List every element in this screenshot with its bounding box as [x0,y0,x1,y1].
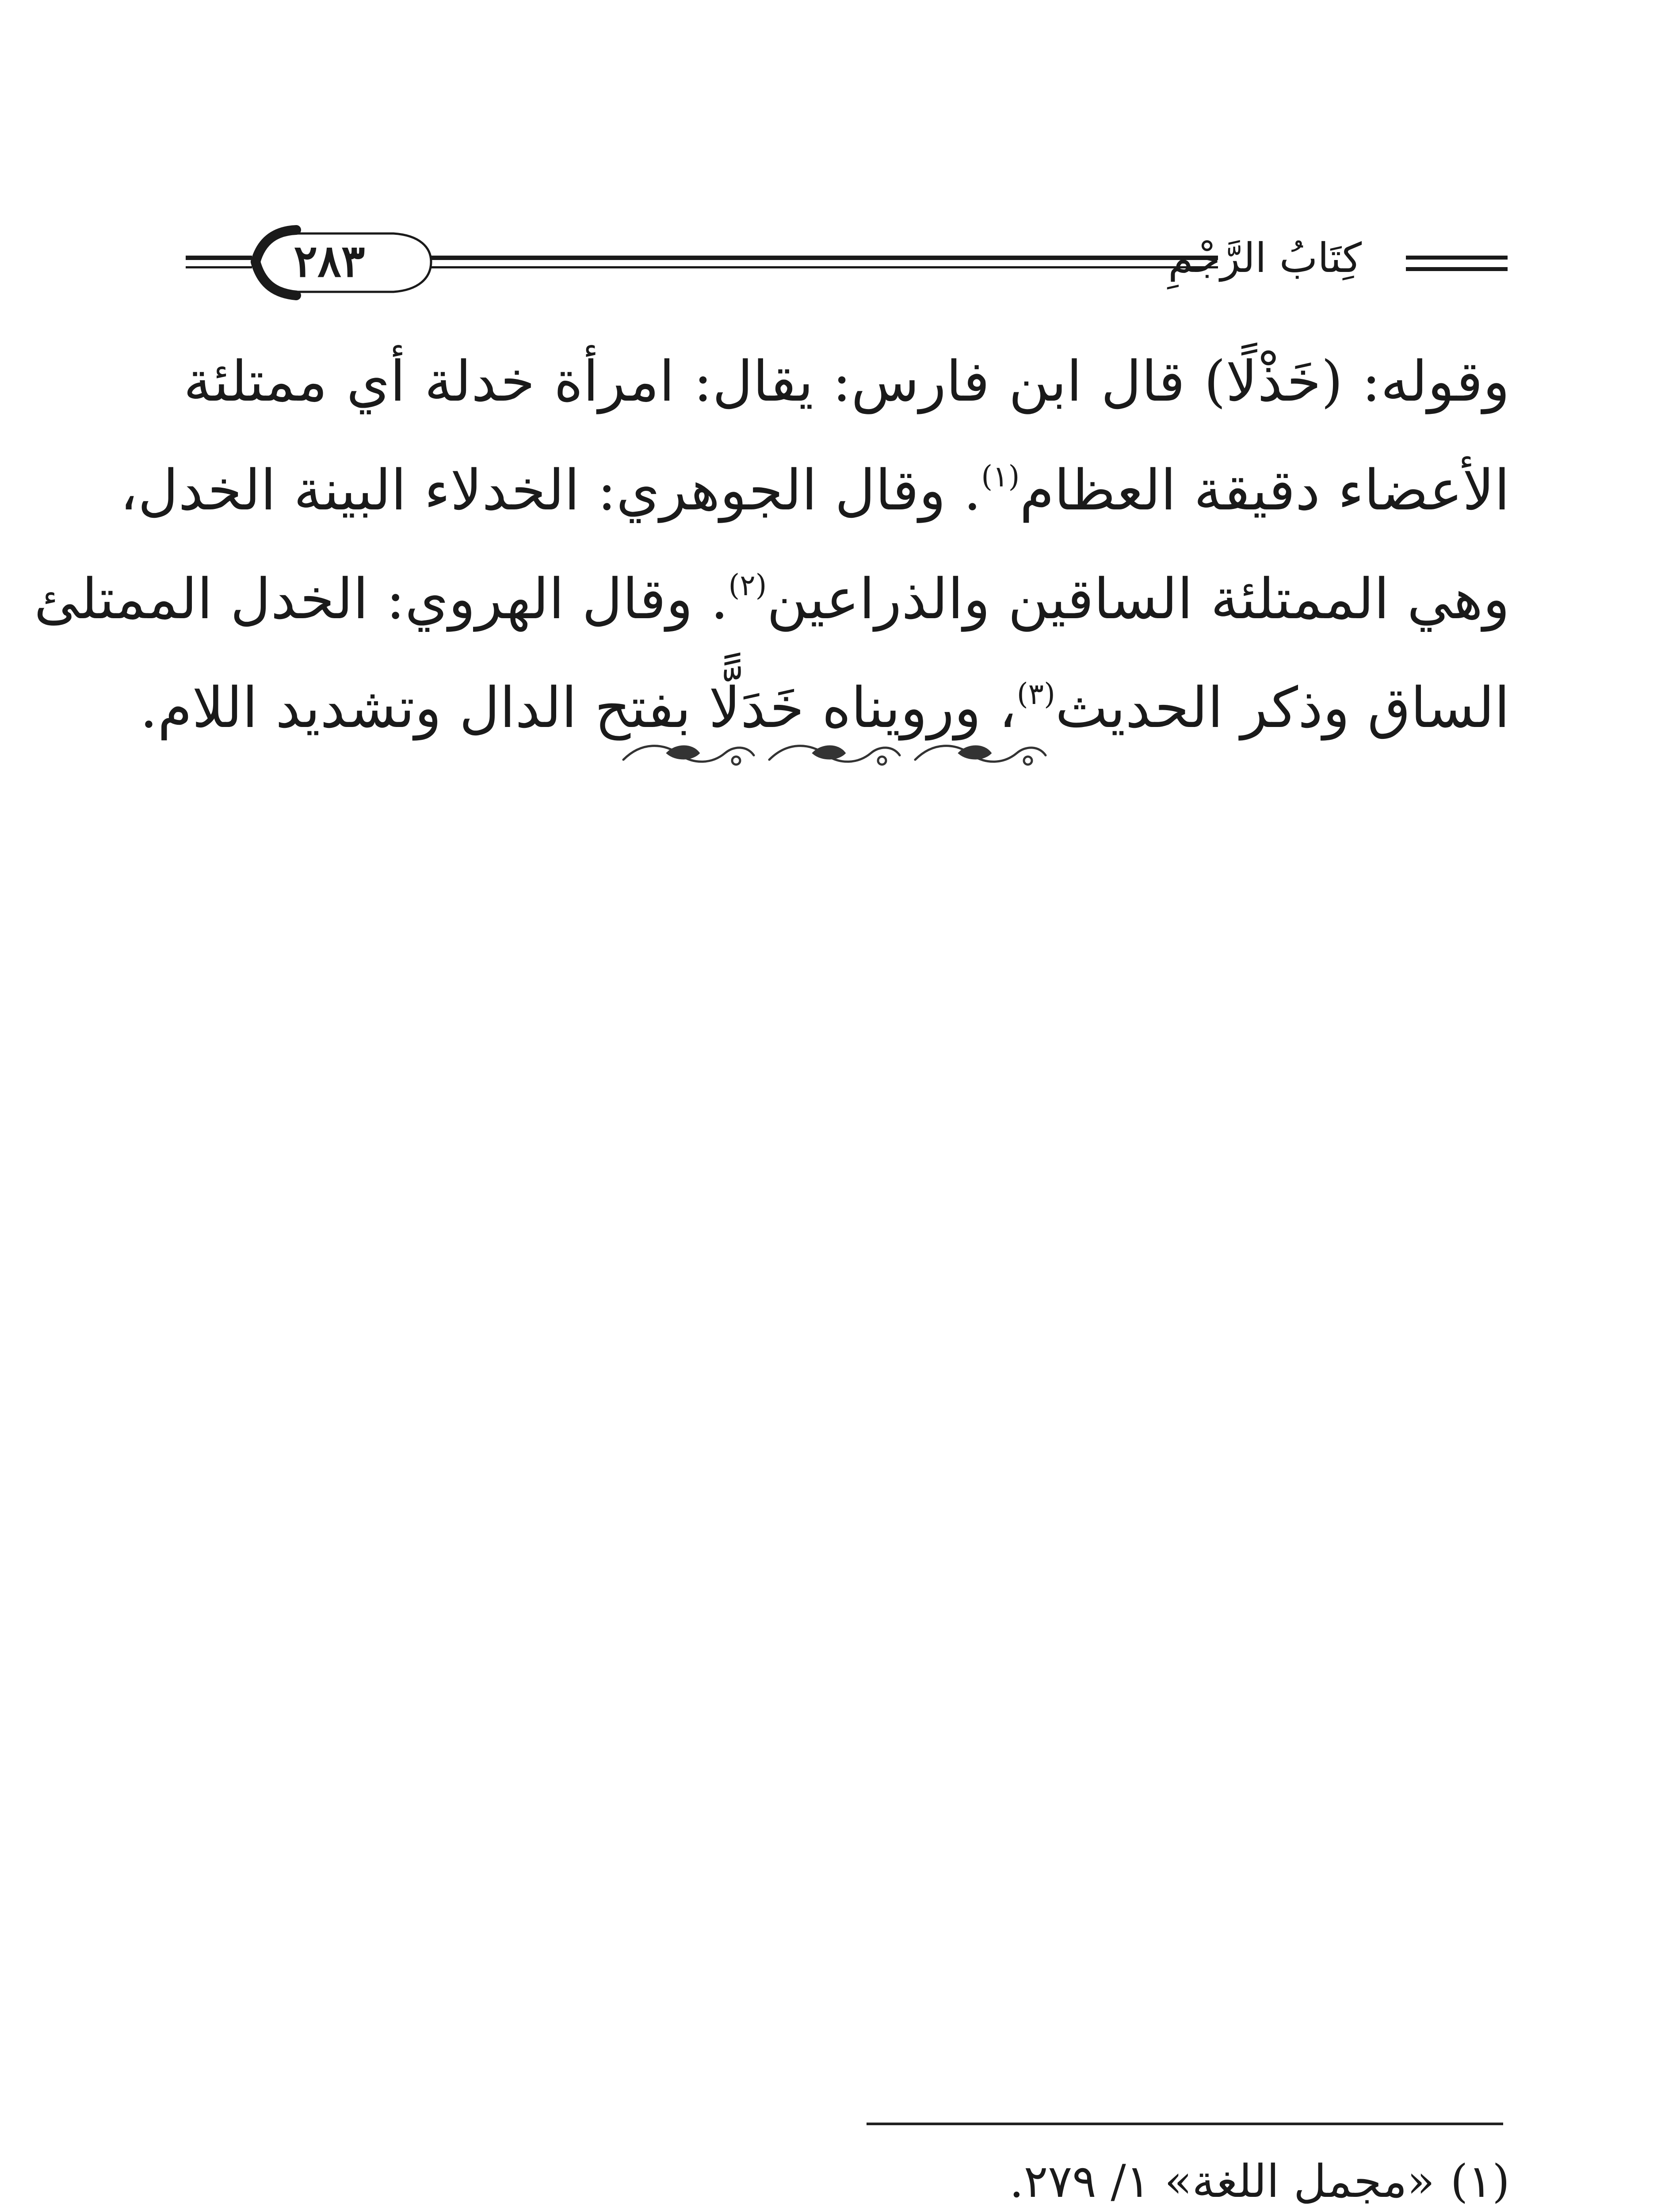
chapter-title: كِتَابُ الرَّجْمِ [1168,234,1362,282]
footnote-ref-1: (١) [981,459,1020,493]
footnotes [581,2147,1510,2211]
body-line: الساق وذكر الحديث$^{(٣)}$، ورويناه خَدَلًّا بفتح الدال وتشديد اللام. [140,675,1510,740]
footnote-item [581,2147,1510,2211]
running-header [186,212,1508,318]
footnote-separator [867,2123,1503,2125]
body-line: وهي الممتلئة الساقين والذراعين$^{(٢)}$. وقال الهروي: الخدل الممتلئ [34,566,1510,631]
section-end-ornament [615,733,1057,773]
body-line: وقوله: (خَذْلًا) قال ابن فارس: يقال: امرأة خدلة أي ممتلئة [183,349,1510,414]
footnote-number: (١) [1450,2155,1510,2208]
footnote-ref-2: (٢) [728,568,767,602]
footnote-ref-3: (٣) [1016,677,1055,711]
footnote-text: «مجمل اللغة» ١/ ٢٧٩. [1009,2155,1435,2208]
body-paragraph [34,327,1510,762]
body-line: الأعضاء دقيقة العظام$^{(١)}$. وقال الجوهري: الخدلاء البينة الخدل، [120,458,1510,523]
page-number: ٢٨٣ [294,235,365,287]
